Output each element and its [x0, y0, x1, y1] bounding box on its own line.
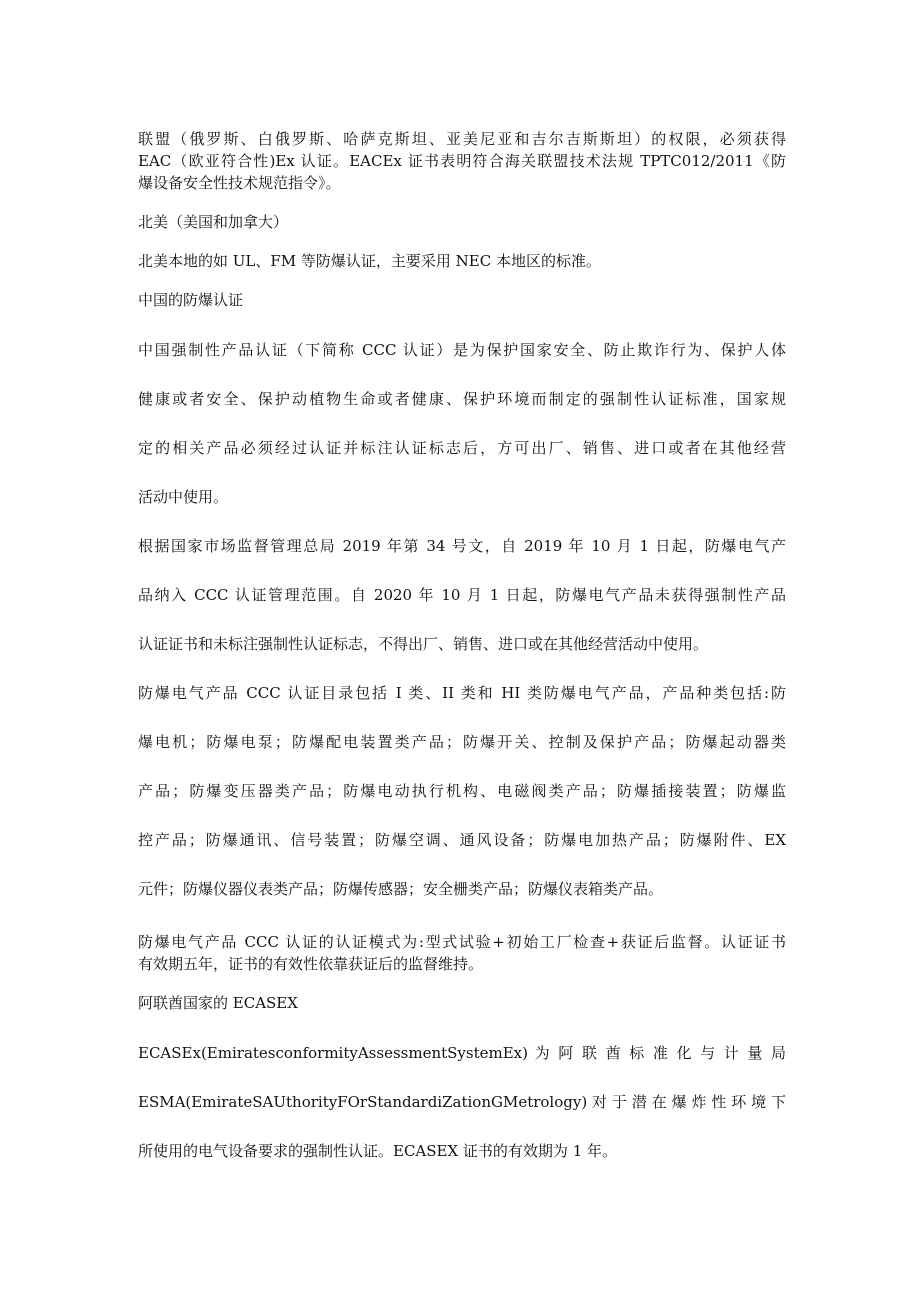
paragraph-ccc-mode: [138, 931, 786, 975]
paragraph-north-america: [138, 250, 786, 272]
text-line: ECASEx(EmiratesconformityAssessmentSystemEx) 为 阿 联 酋 标 准 化 与 计 量 局: [138, 1044, 786, 1062]
heading-china: [138, 289, 786, 311]
text-line: 认证证书和未标注强制性认证标志，不得出厂、销售、进口或在其他经营活动中使用。: [138, 635, 709, 653]
text-line: 品纳入 CCC 认证管理范围。自 2020 年 10 月 1 日起，防爆电气产品未获得强制性产品: [138, 586, 786, 604]
paragraph-uae: [138, 1029, 786, 1176]
text-line: 中国的防爆认证: [138, 291, 244, 309]
text-line: 控产品；防爆通讯、信号装置；防爆空调、通风设备；防爆电加热产品；防爆附件、EX: [138, 831, 786, 849]
text-line: 定的相关产品必须经过认证并标注认证标志后，方可出厂、销售、进口或者在其他经营: [138, 439, 786, 457]
text-line: 阿联酋国家的 ECASEX: [138, 994, 298, 1012]
paragraph-ccc-scope: [138, 522, 786, 669]
text-line: 爆电机；防爆电泵；防爆配电装置类产品；防爆开关、控制及保护产品；防爆起动器类: [138, 733, 786, 751]
text-line: 健康或者安全、保护动植物生命或者健康、保护环境而制定的强制性认证标准，国家规: [138, 390, 786, 408]
heading-uae: [138, 992, 786, 1014]
paragraph-ccc-intro: [138, 326, 786, 522]
text-line: 中国强制性产品认证（下简称 CCC 认证）是为保护国家安全、防止欺诈行为、保护人体: [138, 341, 786, 359]
text-line: 有效期五年，证书的有效性依靠获证后的监督维持。: [138, 955, 484, 973]
text-line: 所使用的电气设备要求的强制性认证。ECASEX 证书的有效期为 1 年。: [138, 1142, 618, 1160]
text-line: 爆设备安全性技术规范指令》。: [138, 174, 341, 192]
text-line: 根据国家市场监督管理总局 2019 年第 34 号文，自 2019 年 10 月 1 日起，防爆电气产: [138, 537, 786, 555]
text-line: 北美本地的如 UL、FM 等防爆认证，主要采用 NEC 本地区的标准。: [138, 252, 601, 270]
text-line: 产品；防爆变压器类产品；防爆电动执行机构、电磁阀类产品；防爆插接装置；防爆监: [138, 782, 786, 800]
text-line: ESMA(EmirateSAUthorityFOrStandardiZationGMetrology)对于潜在爆炸性环境下: [138, 1093, 786, 1111]
text-line: 防爆电气产品 CCC 认证的认证模式为:型式试验+初始工厂检查+获证后监督。认证证书: [138, 933, 786, 951]
text-line: 元件；防爆仪器仪表类产品；防爆传感器；安全栅类产品；防爆仪表箱类产品。: [138, 880, 664, 898]
text-line: 活动中使用。: [138, 488, 229, 506]
heading-north-america: [138, 211, 786, 233]
text-line: 北美（美国和加拿大）: [138, 213, 289, 231]
text-line: 联盟（俄罗斯、白俄罗斯、哈萨克斯坦、亚美尼亚和吉尔吉斯斯坦）的权限，必须获得: [138, 130, 786, 148]
text-line: 防爆电气产品 CCC 认证目录包括 I 类、II 类和 HI 类防爆电气产品，产品种类包括:防: [138, 684, 786, 702]
paragraph-eac: [138, 128, 786, 194]
document-page: [138, 128, 786, 1176]
paragraph-ccc-catalog: [138, 669, 786, 914]
text-line: EAC（欧亚符合性)Ex 认证。EACEx 证书表明符合海关联盟技术法规 TPTC012/2011《防: [138, 152, 786, 170]
